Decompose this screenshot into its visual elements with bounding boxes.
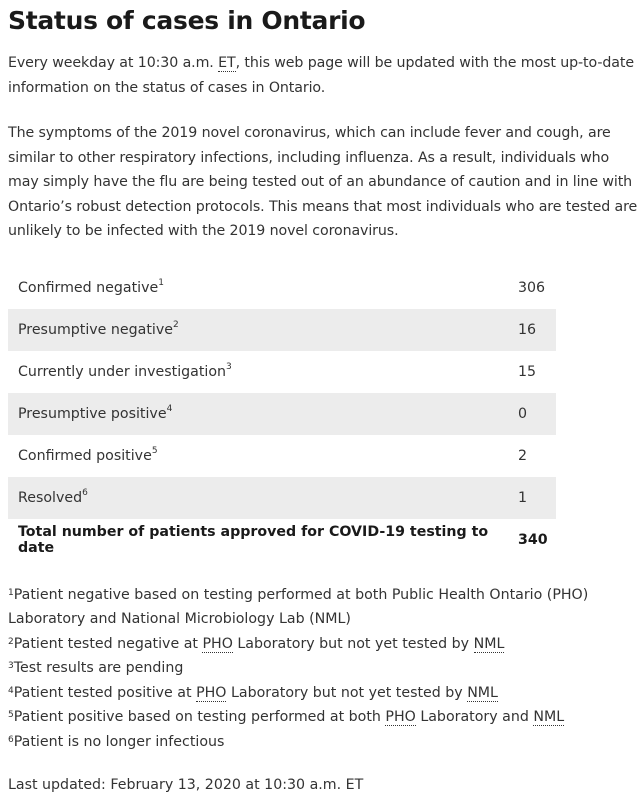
nml-abbreviation[interactable]: NML: [473, 635, 505, 652]
table-row: Currently under investigation$^3$ 15: [18, 361, 537, 380]
page-title: Status of cases in Ontario: [8, 6, 366, 35]
case-status-table: [8, 267, 556, 561]
nml-abbreviation[interactable]: NML: [533, 709, 565, 725]
table-row: Presumptive positive$^4$ 0: [8, 393, 556, 435]
table-row: Confirmed positive$^5$ 2: [18, 445, 528, 464]
nml-abbreviation[interactable]: NML: [467, 684, 498, 701]
footnote-3: $^3$Test results are pending: [8, 660, 184, 676]
total-row: Total number of patients approved for COVID-19 testing to date 340: [18, 523, 548, 556]
table-row: Resolved$^6$ 1: [8, 477, 556, 519]
footnote-2: $^2$Patient tested negative at PHO Laboratory but not yet tested by NML: [8, 635, 505, 652]
footnotes: [8, 583, 640, 755]
pho-abbreviation[interactable]: PHO: [196, 684, 227, 701]
pho-abbreviation[interactable]: PHO: [385, 709, 416, 725]
footnote-1: $^1$Patient negative based on testing performed at both Public Health Ontario (PHO) Laboratory and National Microbiology Lab (NML): [8, 586, 589, 627]
table-row: Confirmed negative$^1$ 306: [18, 277, 546, 296]
footnote-6: $^6$Patient is no longer infectious: [8, 733, 225, 750]
footnote-4: $^4$Patient tested positive at PHO Laboratory but not yet tested by NML: [8, 684, 498, 701]
pho-abbreviation[interactable]: PHO: [202, 635, 233, 652]
table-row: Presumptive negative$^2$ 16: [8, 309, 556, 351]
last-updated: Last updated: February 13, 2020 at 10:30 a.m. ET: [8, 777, 364, 793]
et-abbreviation[interactable]: ET: [218, 55, 236, 71]
footnote-5: $^5$Patient positive based on testing performed at both PHO Laboratory and NML: [8, 709, 565, 725]
update-schedule-paragraph: Every weekday at 10:30 a.m. ET, this web page will be updated with the most up-to-date information on the status of cases in Ontario.: [8, 55, 634, 96]
symptoms-paragraph: The symptoms of the 2019 novel coronavirus, which can include fever and cough, are similar to other respiratory infections, including influenza. As a result, individuals who may simply have the flu are being tested out of an abundance of caution and in line with Ontario’s robust detection protocols. This means that most individuals who are tested are unlikely to be infected with the 2019 novel coronavirus.: [8, 125, 638, 239]
